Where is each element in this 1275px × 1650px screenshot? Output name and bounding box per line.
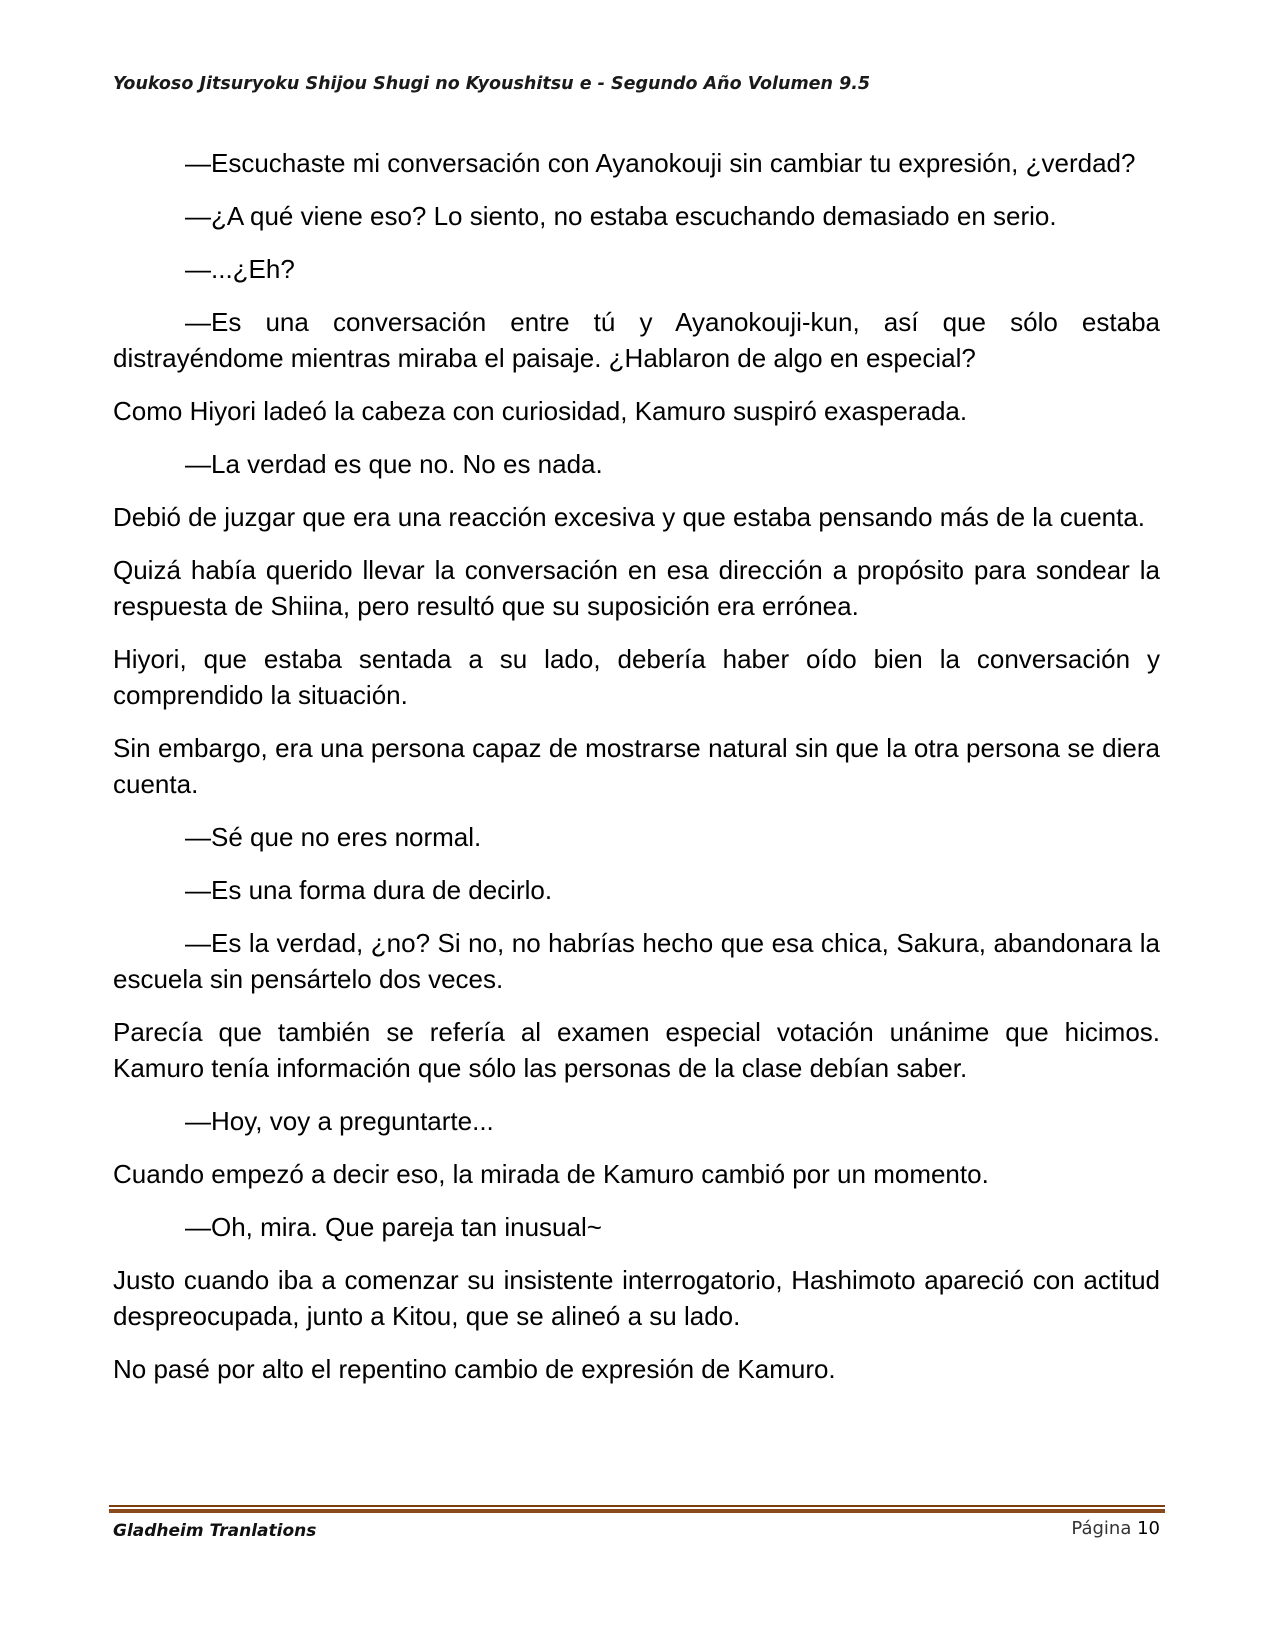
paragraph: —Sé que no eres normal. [185, 822, 482, 852]
paragraph: —Es la verdad, ¿no? Si no, no habrías hecho que esa chica, Sakura, abandonara la escuela sin pensártelo dos veces. [113, 928, 1160, 994]
paragraph: —Es una conversación entre tú y Ayanokouji-kun, así que sólo estaba distrayéndome mientras miraba el paisaje. ¿Hablaron de algo en especial? [113, 307, 1160, 373]
paragraph: Debió de juzgar que era una reacción excesiva y que estaba pensando más de la cuenta. [113, 502, 1146, 532]
paragraph: —La verdad es que no. No es nada. [185, 449, 603, 479]
paragraph: —...¿Eh? [185, 254, 295, 284]
paragraph: —¿A qué viene eso? Lo siento, no estaba escuchando demasiado en serio. [185, 201, 1057, 231]
paragraph: Parecía que también se refería al examen especial votación unánime que hicimos. Kamuro tenía información que sólo las personas de la clase debían saber. [113, 1017, 1160, 1083]
paragraph: —Escuchaste mi conversación con Ayanokouji sin cambiar tu expresión, ¿verdad? [185, 148, 1136, 178]
page-number-value: 10 [1137, 1518, 1160, 1539]
paragraph: Cuando empezó a decir eso, la mirada de Kamuro cambió por un momento. [113, 1159, 989, 1189]
paragraph: Sin embargo, era una persona capaz de mostrarse natural sin que la otra persona se diera cuenta. [113, 733, 1160, 799]
paragraph: No pasé por alto el repentino cambio de expresión de Kamuro. [113, 1354, 836, 1384]
page-label: Página [1071, 1518, 1132, 1539]
paragraph: —Hoy, voy a preguntarte... [185, 1106, 494, 1136]
footer-divider [109, 1505, 1165, 1513]
paragraph: —Oh, mira. Que pareja tan inusual~ [185, 1212, 602, 1242]
paragraph: Hiyori, que estaba sentada a su lado, debería haber oído bien la conversación y comprendido la situación. [113, 644, 1160, 710]
paragraph: Quizá había querido llevar la conversación en esa dirección a propósito para sondear la respuesta de Shiina, pero resultó que su suposición era errónea. [113, 555, 1160, 621]
page-body [113, 145, 1160, 1404]
page-number [1071, 1518, 1160, 1539]
paragraph: Justo cuando iba a comenzar su insistente interrogatorio, Hashimoto apareció con actitud despreocupada, junto a Kitou, que se alineó a su lado. [113, 1265, 1160, 1331]
paragraph: Como Hiyori ladeó la cabeza con curiosidad, Kamuro suspiró exasperada. [113, 396, 968, 426]
paragraph: —Es una forma dura de decirlo. [185, 875, 553, 905]
running-header: Youkoso Jitsuryoku Shijou Shugi no Kyoushitsu e - Segundo Año Volumen 9.5 [113, 74, 871, 94]
footer-publisher: Gladheim Tranlations [113, 1521, 317, 1541]
